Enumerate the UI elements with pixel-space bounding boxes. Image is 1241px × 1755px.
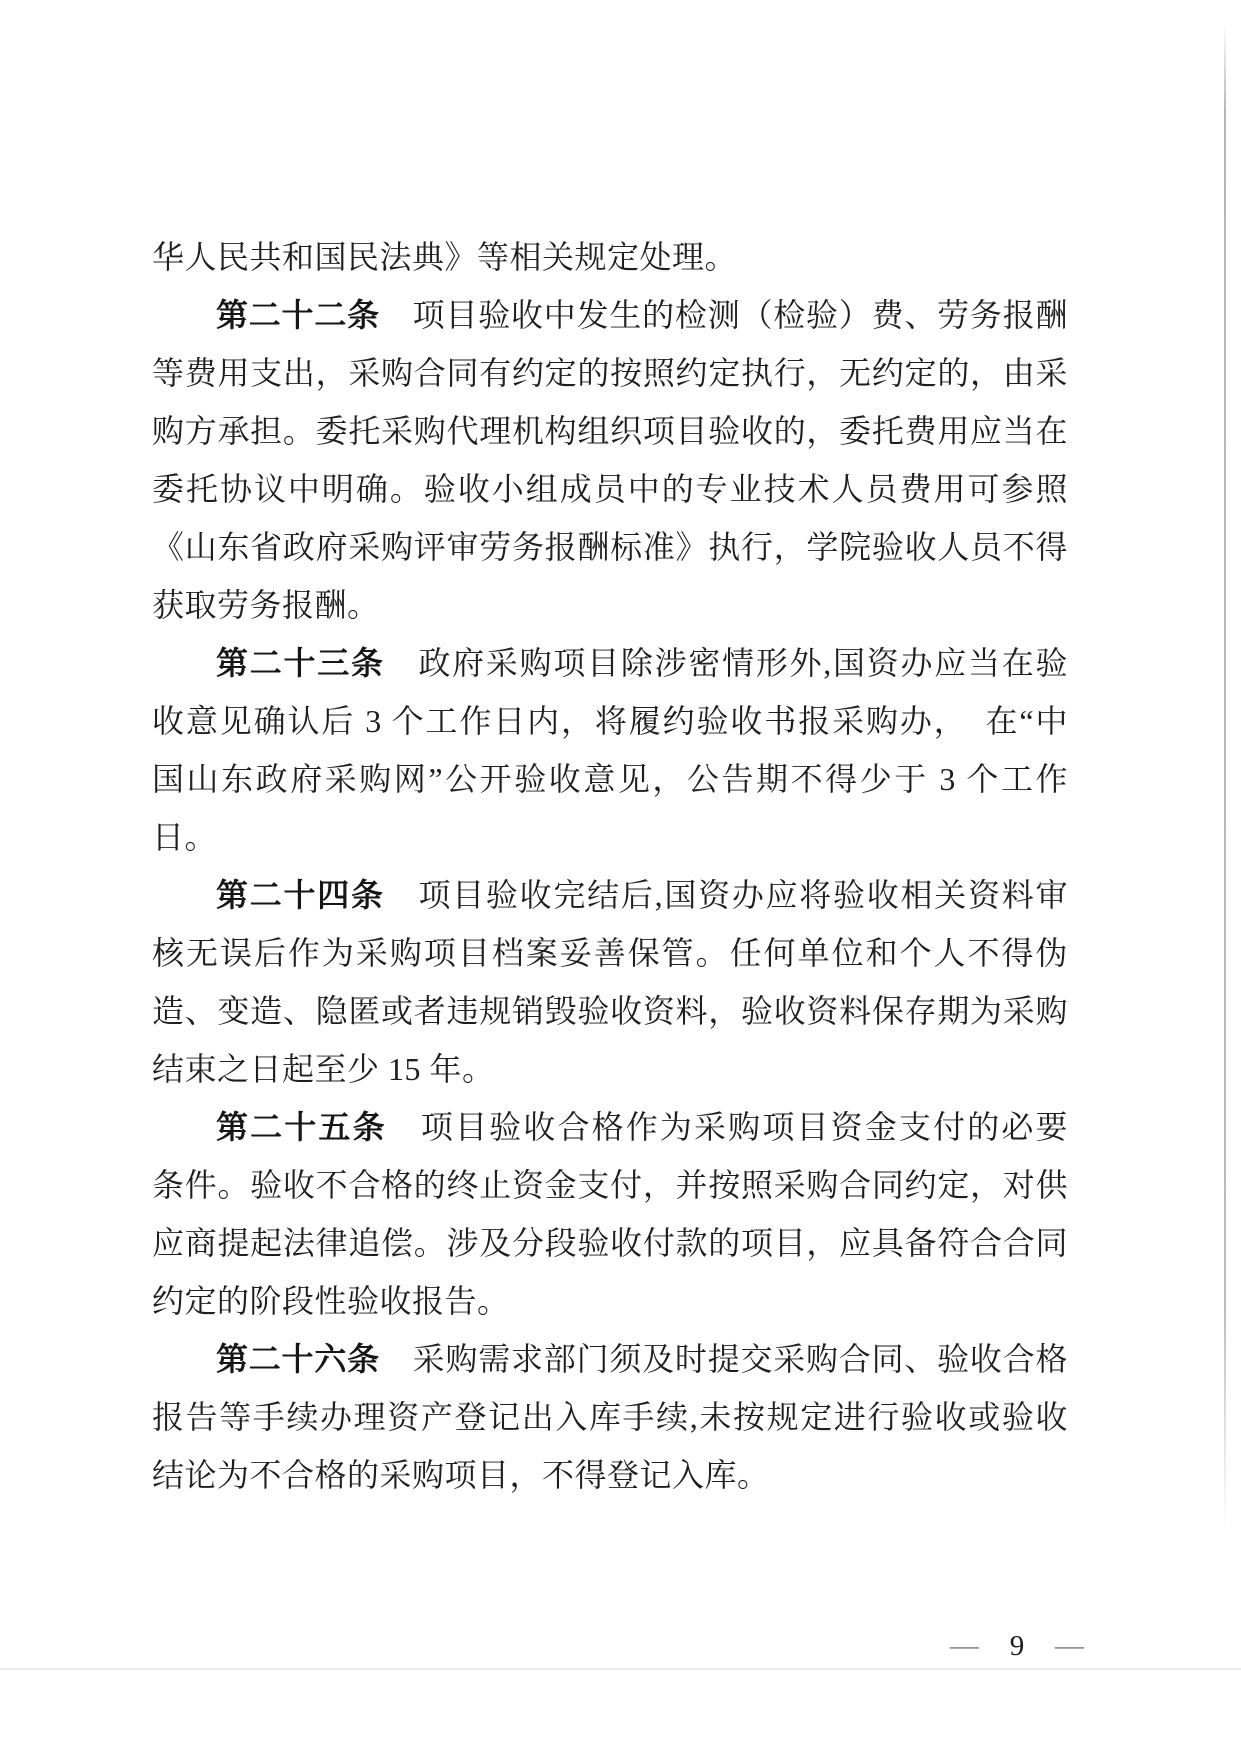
article-text: 采购需求部门须及时提交采购合同、验收合格 — [379, 1341, 1068, 1377]
article-heading-line — [152, 286, 1068, 344]
paragraph-line: 应商提起法律追偿。涉及分段验收付款的项目，应具备符合合同 — [152, 1225, 1068, 1261]
page-number — [950, 1626, 1084, 1666]
paragraph-line: 国山东政府采购网”公开验收意见，公告期不得少于 3 个工作 — [152, 761, 1068, 797]
article-heading-line — [152, 1098, 1068, 1156]
article-text: 项目验收中发生的检测（检验）费、劳务报酬 — [379, 297, 1068, 333]
document-body — [152, 228, 1068, 1504]
article-number: 第二十六条 — [216, 1341, 380, 1377]
paragraph-line: 收意见确认后 3 个工作日内，将履约验收书报采购办， 在“中 — [152, 703, 1068, 739]
article-text: 政府采购项目除涉密情形外,国资办应当在验 — [384, 645, 1068, 681]
paragraph-line: 结论为不合格的采购项目，不得登记入库。 — [152, 1457, 770, 1493]
article-text: 项目验收完结后,国资办应将验收相关资料审 — [384, 877, 1068, 913]
paragraph-line: 核无误后作为采购项目档案妥善保管。任何单位和个人不得伪 — [152, 935, 1068, 971]
paragraph-line: 购方承担。委托采购代理机构组织项目验收的，委托费用应当在 — [152, 413, 1068, 449]
paragraph-line: 等费用支出，采购合同有约定的按照约定执行，无约定的，由采 — [152, 355, 1068, 391]
paragraph-line: 日。 — [152, 819, 218, 855]
page-number-value: 9 — [1009, 1629, 1025, 1662]
scan-edge-artifact — [1224, 22, 1226, 1532]
article-number: 第二十四条 — [216, 877, 385, 913]
paragraph-line: 报告等手续办理资产登记出入库手续,未按规定进行验收或验收 — [152, 1399, 1068, 1435]
article-heading-line — [152, 634, 1068, 692]
article-number: 第二十三条 — [216, 645, 385, 681]
scan-streak-artifact — [0, 1668, 1241, 1670]
article-text: 项目验收合格作为采购项目资金支付的必要 — [386, 1109, 1068, 1145]
article-number: 第二十二条 — [216, 297, 380, 333]
article-heading-line — [152, 866, 1068, 924]
paragraph-line: 约定的阶段性验收报告。 — [152, 1283, 510, 1319]
paragraph-line: 造、变造、隐匿或者违规销毁验收资料，验收资料保存期为采购 — [152, 993, 1068, 1029]
article-heading-line — [152, 1330, 1068, 1388]
paragraph-line: 委托协议中明确。验收小组成员中的专业技术人员费用可参照 — [152, 471, 1068, 507]
paragraph-line: 结束之日起至少 15 年。 — [152, 1051, 495, 1087]
paragraph-line: 条件。验收不合格的终止资金支付，并按照采购合同约定，对供 — [152, 1167, 1068, 1203]
page-number-dash-right: — — [1055, 1632, 1084, 1659]
paragraph-line: 《山东省政府采购评审劳务报酬标准》执行，学院验收人员不得 — [152, 529, 1068, 565]
article-number: 第二十五条 — [216, 1109, 387, 1145]
paragraph-line: 华人民共和国民法典》等相关规定处理。 — [152, 239, 738, 275]
paragraph-line: 获取劳务报酬。 — [152, 587, 380, 623]
page-number-dash-left: — — [950, 1632, 979, 1659]
